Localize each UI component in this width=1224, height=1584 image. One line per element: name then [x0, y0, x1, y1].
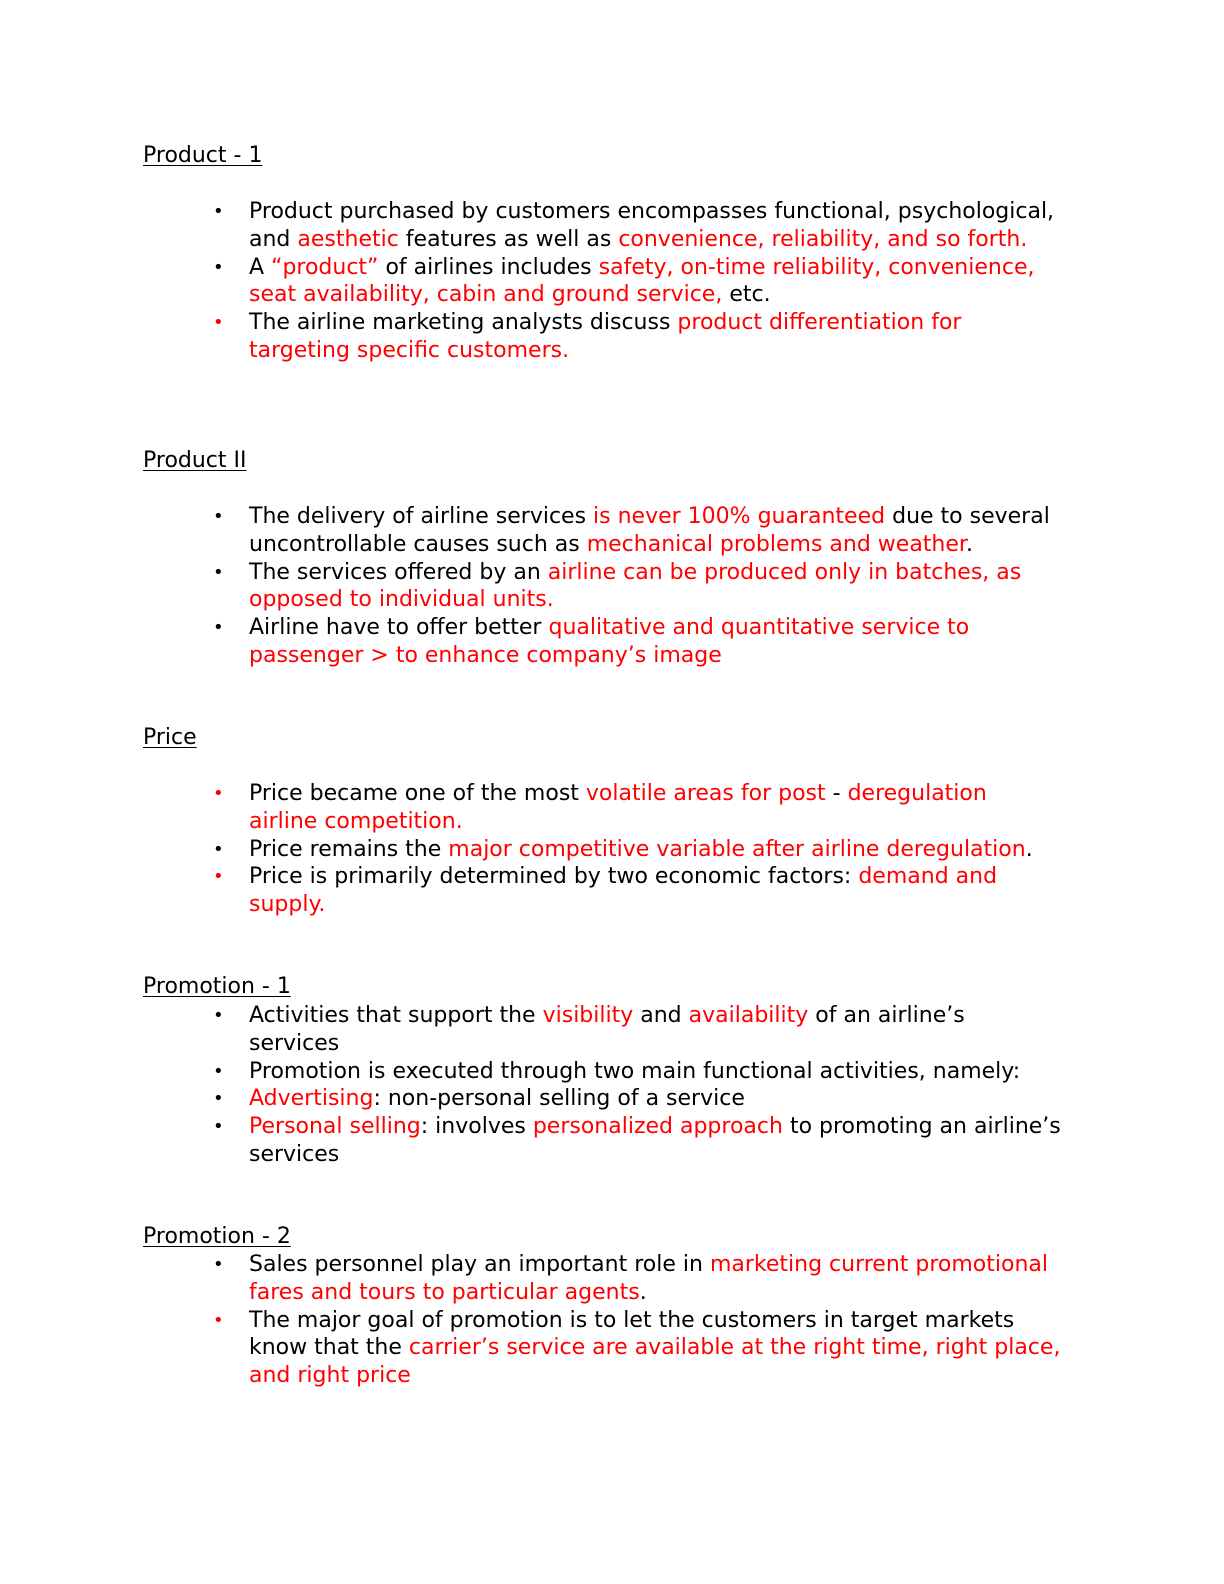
list-item: [0, 614, 1061, 670]
bullet-icon: •: [213, 1005, 224, 1026]
text-run: The major goal of promotion is to let the customers in target markets know that the: [249, 1307, 1015, 1361]
list-item: [0, 863, 1061, 919]
list-item: [0, 836, 1061, 864]
list-item: [0, 254, 1061, 310]
bullet-icon: •: [213, 201, 224, 222]
bullet-icon: •: [213, 1309, 224, 1331]
list-item: [0, 559, 1061, 615]
text-run: of an airline’s services: [249, 1003, 965, 1056]
highlight-text: safety, on-time reliability, convenience, seat availability, cabin and ground service,: [249, 254, 1035, 308]
highlight-text: availability: [688, 1003, 809, 1028]
highlight-text: product differentiation for targeting specific customers.: [249, 310, 962, 363]
section-heading-promotion-2: Promotion - 2: [143, 1224, 291, 1249]
bullet-icon: •: [213, 506, 224, 527]
section-heading-price: Price: [143, 725, 197, 750]
highlight-text: airline can be produced only in batches, as opposed to individual units.: [249, 559, 1022, 613]
bullet-icon: •: [213, 783, 224, 804]
text-run: Promotion is executed through two main functional activities, namely:: [249, 1058, 1021, 1084]
text-run: .: [639, 1279, 647, 1305]
text-run: Product purchased by customers encompasses functional, psychological, and: [249, 199, 1055, 252]
highlight-text: is never 100% guaranteed: [593, 504, 886, 529]
highlight-text: volatile areas for post: [585, 781, 826, 806]
bullet-icon: •: [213, 256, 224, 278]
bullet-list-product-2: [0, 503, 1061, 670]
highlight-text: Advertising: [249, 1086, 374, 1112]
highlight-text: Personal selling: [249, 1114, 421, 1140]
text-run: features as well as: [398, 226, 619, 252]
highlight-text: deregulation airline competition.: [249, 781, 987, 834]
text-run: of airlines includes: [378, 254, 599, 280]
section-heading-product-2: Product II: [143, 448, 247, 473]
bullet-icon: •: [213, 1254, 224, 1275]
bullet-icon: •: [213, 1088, 224, 1110]
bullet-list-promotion-1: [0, 1002, 1061, 1169]
text-run: and: [633, 1003, 689, 1028]
text-run: to promoting an airline’s services: [249, 1114, 1061, 1167]
bullet-icon: •: [213, 617, 224, 639]
list-item: [0, 1002, 1061, 1058]
text-run: The delivery of airline services: [249, 504, 594, 529]
text-run: The airline marketing analysts discuss: [249, 310, 678, 336]
highlight-text: aesthetic: [297, 226, 399, 252]
bullet-icon: •: [213, 1060, 224, 1082]
highlight-text: “product”: [271, 254, 379, 280]
list-item: [0, 1251, 1061, 1307]
text-run: Airline have to offer better: [249, 615, 549, 641]
list-item: [0, 1307, 1061, 1390]
bullet-icon: •: [213, 838, 224, 860]
section-heading-product-1: Product - 1: [143, 143, 263, 168]
highlight-text: qualitative and quantitative service to passenger > to enhance company’s image: [249, 615, 970, 668]
text-run: Price became one of the most: [249, 781, 586, 806]
highlight-text: convenience, reliability, and so forth.: [618, 226, 1028, 252]
text-run: Activities that support the: [249, 1003, 543, 1028]
text-run: : involves: [420, 1114, 533, 1140]
highlight-text: visibility: [542, 1003, 634, 1028]
text-run: .: [1025, 836, 1033, 862]
text-run: Price remains the: [249, 836, 449, 862]
text-run: .: [965, 531, 973, 557]
bullet-icon: •: [213, 312, 224, 334]
list-item: [0, 1085, 1061, 1113]
highlight-text: carrier’s service are available at the right time, right place, and right price: [249, 1335, 1061, 1389]
list-item: [0, 198, 1061, 254]
text-run: Sales personnel play an important role in: [249, 1252, 710, 1277]
text-run: due to several uncontrollable causes such as: [249, 504, 1050, 557]
text-run: Price is primarily determined by two economic factors:: [249, 864, 859, 890]
bullet-icon: •: [213, 866, 224, 888]
highlight-text: personalized approach: [532, 1114, 783, 1140]
list-item: [0, 309, 1061, 365]
text-run: : non-personal selling of a service: [373, 1086, 745, 1112]
highlight-text: demand and supply.: [249, 864, 998, 918]
bullet-list-promotion-2: [0, 1251, 1061, 1390]
list-item: [0, 503, 1061, 559]
text-run: etc.: [722, 282, 771, 308]
bullet-icon: •: [213, 1116, 224, 1138]
section-heading-promotion-1: Promotion - 1: [143, 974, 291, 999]
list-item: [0, 780, 1061, 836]
bullet-icon: •: [213, 561, 224, 583]
list-item: [0, 1113, 1061, 1169]
list-item: [0, 1058, 1061, 1086]
highlight-text: major competitive variable after airline deregulation: [448, 836, 1026, 862]
bullet-list-price: [0, 780, 1061, 919]
bullet-list-product-1: [0, 198, 1061, 365]
highlight-text: marketing current promotional fares and tours to particular agents: [249, 1252, 1048, 1305]
text-run: The services offered by an: [249, 559, 548, 585]
text-run: -: [825, 781, 848, 806]
highlight-text: mechanical problems and weather: [586, 531, 966, 557]
text-run: A: [249, 254, 272, 280]
